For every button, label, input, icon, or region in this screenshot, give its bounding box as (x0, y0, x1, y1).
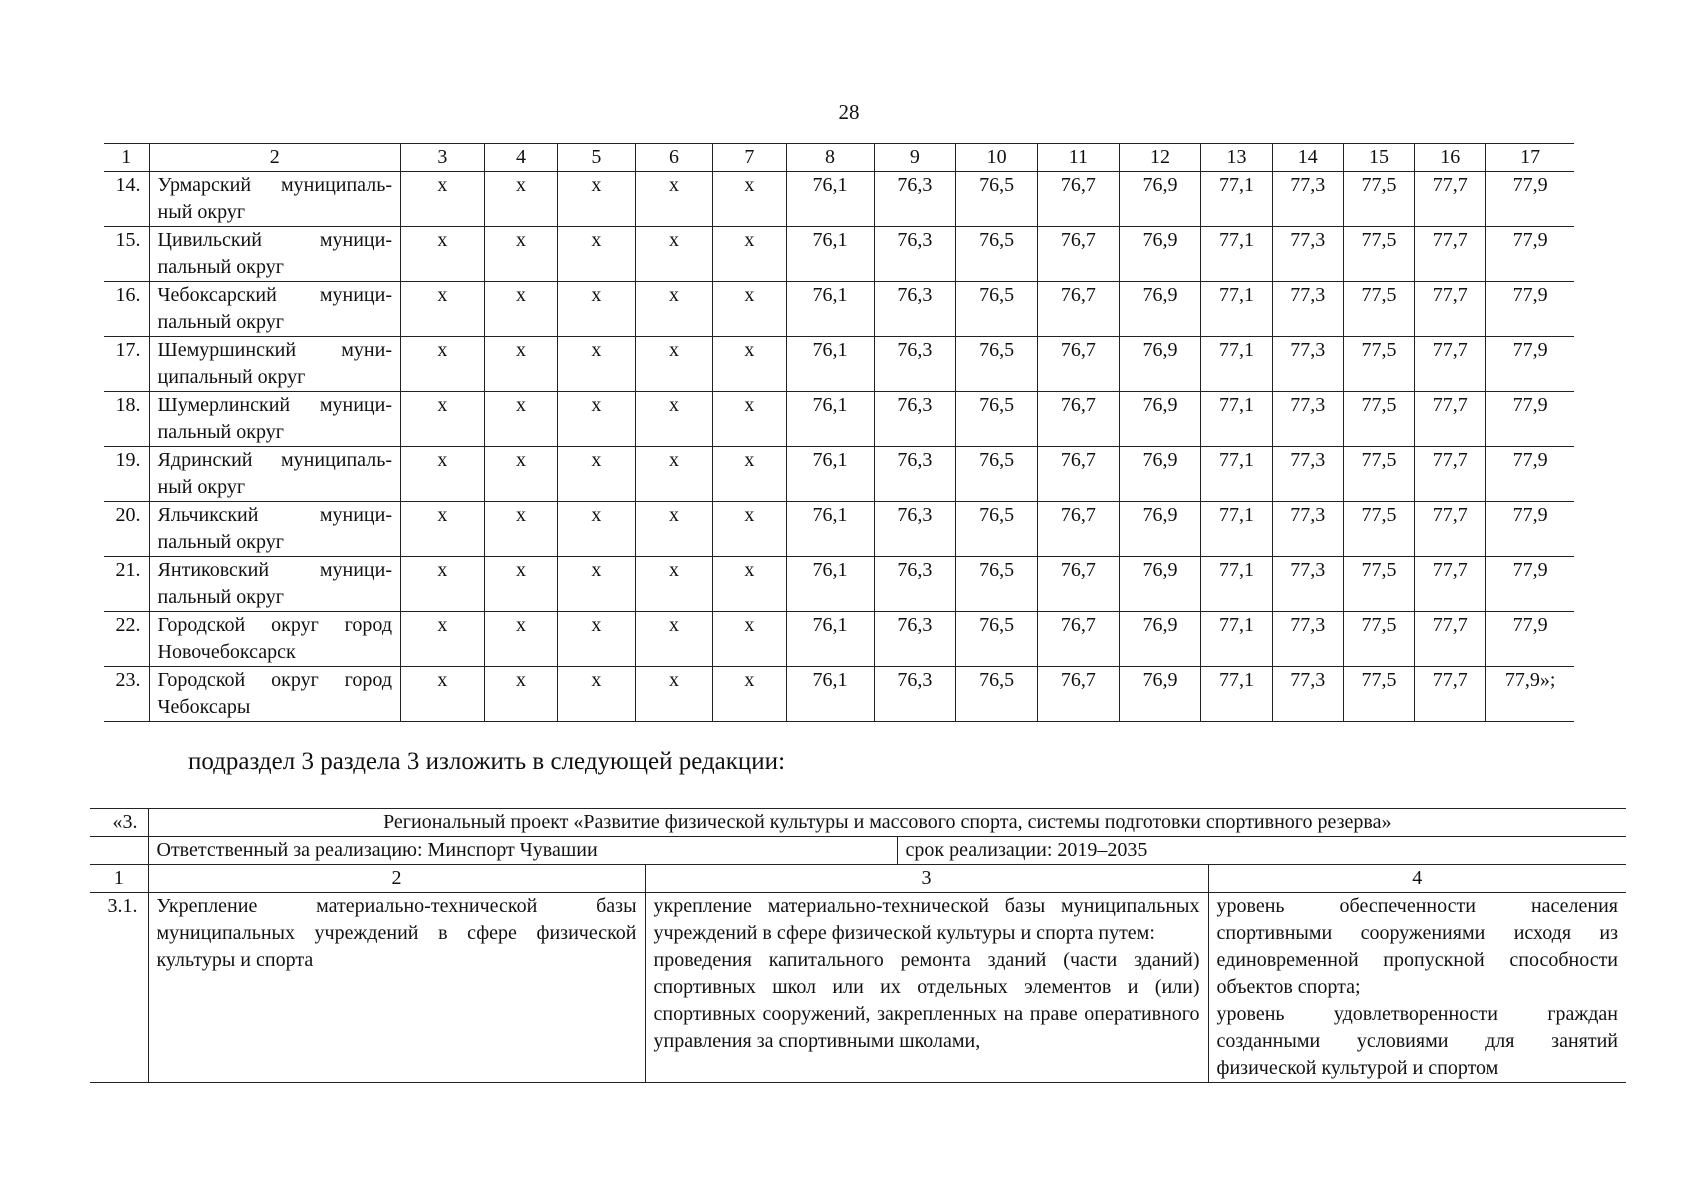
value-cell: 77,3 (1272, 502, 1343, 557)
value-cell: 77,3 (1272, 172, 1343, 227)
district-name-line: Янтиковский муници- (157, 559, 392, 581)
district-name (149, 502, 400, 557)
row-number: 18. (104, 392, 149, 447)
value-cell: 76,1 (786, 502, 874, 557)
district-name (149, 447, 400, 502)
district-name (149, 392, 400, 447)
value-cell: 77,5 (1343, 392, 1414, 447)
value-cell: 77,1 (1201, 447, 1272, 502)
value-cell: х (401, 337, 485, 392)
district-name-line: Чебоксары (157, 696, 251, 718)
value-cell: х (558, 667, 636, 722)
value-cell: 76,3 (874, 667, 956, 722)
value-cell: 77,3 (1272, 337, 1343, 392)
header-cell: 7 (713, 144, 786, 172)
value-cell: х (713, 612, 786, 667)
indicator-paragraph: уровень обеспеченности населения спортивными сооружениями исходя из единовременной пропускной способности объектов спорта; (1216, 895, 1619, 998)
table-header-row (90, 865, 1626, 893)
value-cell: 77,1 (1201, 557, 1272, 612)
value-cell: 77,9 (1486, 447, 1574, 502)
value-cell: х (635, 502, 713, 557)
project-table (90, 808, 1626, 1083)
indicator-table (104, 143, 1574, 722)
district-name-line: Шумерлинский муници- (157, 394, 392, 416)
value-cell: х (401, 502, 485, 557)
row-number: 21. (104, 557, 149, 612)
value-cell: х (713, 557, 786, 612)
header-cell: 5 (558, 144, 636, 172)
value-cell: 76,5 (956, 557, 1038, 612)
value-cell: 77,1 (1201, 337, 1272, 392)
district-name-line: Городской округ город (157, 614, 392, 636)
value-cell: х (558, 392, 636, 447)
district-name (149, 557, 400, 612)
value-cell: 76,9 (1119, 337, 1201, 392)
value-cell: 77,5 (1343, 172, 1414, 227)
header-cell: 3 (645, 865, 1208, 893)
district-name-line: пальный округ (157, 256, 284, 278)
district-name-line: ный округ (157, 476, 246, 498)
header-cell: 8 (786, 144, 874, 172)
value-cell: 76,9 (1119, 227, 1201, 282)
header-cell: 4 (484, 144, 557, 172)
district-name (149, 612, 400, 667)
value-cell: 77,3 (1272, 227, 1343, 282)
value-cell: 76,7 (1037, 172, 1119, 227)
value-cell: 76,7 (1037, 612, 1119, 667)
value-cell: х (484, 172, 557, 227)
value-cell: х (484, 227, 557, 282)
value-cell: 77,3 (1272, 392, 1343, 447)
value-cell: х (401, 392, 485, 447)
value-cell: 76,9 (1119, 667, 1201, 722)
section-number: «3. (90, 809, 148, 837)
district-name-line: Ядринский муниципаль- (157, 449, 392, 471)
district-name-line: Городской округ город (157, 669, 392, 691)
district-name (149, 337, 400, 392)
district-name-line: пальный округ (157, 311, 284, 333)
value-cell: 76,5 (956, 227, 1038, 282)
value-cell: 76,3 (874, 227, 956, 282)
value-cell: х (484, 502, 557, 557)
value-cell: 76,1 (786, 667, 874, 722)
value-cell: 76,3 (874, 612, 956, 667)
value-cell: 76,9 (1119, 392, 1201, 447)
value-cell: 77,1 (1201, 612, 1272, 667)
value-cell: 76,5 (956, 337, 1038, 392)
effect-paragraph: проведения капитального ремонта зданий (части зданий) спортивных школ или их отдельных элементов и (или) спортивных сооружений, закрепленных на праве оперативного управления за спортивными школами, (653, 949, 1200, 1052)
district-name-line: Яльчикский муници- (157, 504, 392, 526)
header-cell: 10 (956, 144, 1038, 172)
row-number: 15. (104, 227, 149, 282)
value-cell: х (635, 667, 713, 722)
empty-cell (90, 837, 148, 865)
value-cell: х (484, 557, 557, 612)
header-cell: 17 (1486, 144, 1574, 172)
header-cell: 2 (149, 144, 400, 172)
value-cell: х (558, 502, 636, 557)
value-cell: 76,9 (1119, 612, 1201, 667)
row-number: 14. (104, 172, 149, 227)
header-cell: 4 (1208, 865, 1626, 893)
value-cell: 77,5 (1343, 337, 1414, 392)
task-cell: Укрепление материально-технической базы муниципальных учреждений в сфере физической культуры и спорта (148, 893, 645, 1083)
value-cell: 76,1 (786, 612, 874, 667)
value-cell: 77,9 (1486, 502, 1574, 557)
row-number: 3.1. (90, 893, 148, 1083)
value-cell: 77,5 (1343, 612, 1414, 667)
intro-text: подраздел 3 раздела 3 изложить в следующей редакции: (188, 748, 786, 775)
value-cell: 77,5 (1343, 282, 1414, 337)
value-cell: х (558, 227, 636, 282)
table-row (104, 282, 1574, 337)
value-cell: 76,5 (956, 282, 1038, 337)
value-cell: х (484, 612, 557, 667)
value-cell: х (635, 227, 713, 282)
district-name-line: пальный округ (157, 586, 284, 608)
value-cell: 77,7 (1415, 612, 1486, 667)
value-cell: 77,7 (1415, 447, 1486, 502)
value-cell: 76,7 (1037, 502, 1119, 557)
value-cell: 76,1 (786, 172, 874, 227)
value-cell: х (713, 392, 786, 447)
value-cell: х (558, 337, 636, 392)
table-row (104, 502, 1574, 557)
value-cell: х (635, 612, 713, 667)
district-name (149, 282, 400, 337)
value-cell: 76,7 (1037, 337, 1119, 392)
value-cell: х (558, 447, 636, 502)
value-cell: 76,9 (1119, 502, 1201, 557)
table-row (104, 447, 1574, 502)
effect-cell (645, 893, 1208, 1083)
term-text: срок реализации: 2019–2035 (905, 839, 1148, 861)
table-row (104, 667, 1574, 722)
value-cell: 77,9 (1486, 282, 1574, 337)
value-cell: 76,9 (1119, 557, 1201, 612)
header-cell: 14 (1272, 144, 1343, 172)
effect-paragraph: укрепление материально-технической базы муниципальных учреждений в сфере физической культуры и спорта путем: (653, 895, 1200, 944)
row-number: 23. (104, 667, 149, 722)
value-cell: 77,7 (1415, 227, 1486, 282)
value-cell: 77,1 (1201, 667, 1272, 722)
value-cell: 77,5 (1343, 447, 1414, 502)
value-cell: 76,9 (1119, 447, 1201, 502)
value-cell: 76,7 (1037, 227, 1119, 282)
header-cell: 1 (90, 865, 148, 893)
row-number: 17. (104, 337, 149, 392)
value-cell: 76,7 (1037, 557, 1119, 612)
row-number: 20. (104, 502, 149, 557)
indicator-paragraph: уровень удовлетворенности граждан созданными условиями для занятий физической культурой и спортом (1216, 1003, 1619, 1079)
value-cell: 76,1 (786, 392, 874, 447)
value-cell: 77,7 (1415, 667, 1486, 722)
value-cell: 77,1 (1201, 282, 1272, 337)
value-cell: 76,5 (956, 502, 1038, 557)
value-cell: х (635, 282, 713, 337)
responsible-text: Ответственный за реализацию: Минспорт Чувашии (149, 837, 898, 864)
value-cell: х (713, 447, 786, 502)
value-cell: 76,3 (874, 337, 956, 392)
header-cell: 15 (1343, 144, 1414, 172)
value-cell: 76,5 (956, 172, 1038, 227)
value-cell: х (558, 557, 636, 612)
value-cell: 77,7 (1415, 172, 1486, 227)
value-cell: 77,7 (1415, 557, 1486, 612)
value-cell: х (635, 392, 713, 447)
header-cell: 9 (874, 144, 956, 172)
value-cell: 77,5 (1343, 557, 1414, 612)
district-name-line: Шемуршинский муни- (157, 339, 392, 361)
value-cell: 77,7 (1415, 337, 1486, 392)
header-cell: 12 (1119, 144, 1201, 172)
value-cell: х (713, 337, 786, 392)
responsible-row (90, 837, 1626, 865)
value-cell: 77,9 (1486, 337, 1574, 392)
value-cell: х (635, 172, 713, 227)
value-cell: 76,3 (874, 502, 956, 557)
value-cell: 77,1 (1201, 227, 1272, 282)
indicators-cell (1208, 893, 1626, 1083)
value-cell: 76,1 (786, 337, 874, 392)
value-cell: 77,9 (1486, 612, 1574, 667)
district-name (149, 172, 400, 227)
value-cell: х (401, 447, 485, 502)
value-cell: х (558, 282, 636, 337)
table-row (104, 337, 1574, 392)
value-cell: х (401, 612, 485, 667)
value-cell: 76,9 (1119, 172, 1201, 227)
value-cell: 77,1 (1201, 392, 1272, 447)
district-name-line: пальный округ (157, 531, 284, 553)
value-cell: х (484, 667, 557, 722)
district-name-line: Чебоксарский муници- (157, 284, 392, 306)
district-name-line: Новочебоксарск (157, 641, 296, 663)
header-cell: 11 (1037, 144, 1119, 172)
row-number: 22. (104, 612, 149, 667)
value-cell: х (558, 172, 636, 227)
value-cell: х (484, 392, 557, 447)
value-cell: 76,5 (956, 447, 1038, 502)
value-cell: х (401, 557, 485, 612)
value-cell: х (484, 282, 557, 337)
header-cell: 3 (401, 144, 485, 172)
header-cell: 2 (148, 865, 645, 893)
value-cell: 76,1 (786, 557, 874, 612)
value-cell: 77,5 (1343, 502, 1414, 557)
value-cell: 77,3 (1272, 557, 1343, 612)
value-cell: х (713, 172, 786, 227)
value-cell: 76,5 (956, 612, 1038, 667)
value-cell: 77,9 (1486, 227, 1574, 282)
value-cell: 76,7 (1037, 667, 1119, 722)
value-cell: х (713, 667, 786, 722)
district-name-line: Цивильский муници- (157, 229, 392, 251)
table-row (90, 893, 1626, 1083)
value-cell: х (401, 172, 485, 227)
value-cell: 77,1 (1201, 502, 1272, 557)
district-name-line: Урмарский муниципаль- (157, 174, 392, 196)
value-cell: 77,5 (1343, 227, 1414, 282)
district-name-line: пальный округ (157, 421, 284, 443)
value-cell: 76,5 (956, 392, 1038, 447)
value-cell: 77,3 (1272, 612, 1343, 667)
value-cell: 76,1 (786, 447, 874, 502)
value-cell: 76,1 (786, 227, 874, 282)
value-cell: 76,7 (1037, 282, 1119, 337)
value-cell: х (713, 227, 786, 282)
value-cell: 77,9 (1486, 557, 1574, 612)
value-cell: 77,5 (1343, 667, 1414, 722)
table-row (104, 392, 1574, 447)
value-cell: 76,5 (956, 667, 1038, 722)
table-header-row (104, 144, 1574, 172)
value-cell: 77,9 (1486, 392, 1574, 447)
value-cell: 77,7 (1415, 392, 1486, 447)
value-cell: х (713, 502, 786, 557)
value-cell: х (635, 447, 713, 502)
value-cell: х (713, 282, 786, 337)
value-cell: 77,3 (1272, 447, 1343, 502)
header-cell: 16 (1415, 144, 1486, 172)
value-cell: х (635, 557, 713, 612)
value-cell: 77,3 (1272, 282, 1343, 337)
value-cell: 76,7 (1037, 447, 1119, 502)
table-row (104, 172, 1574, 227)
header-cell: 6 (635, 144, 713, 172)
project-title-row (90, 809, 1626, 837)
value-cell: 77,9 (1486, 172, 1574, 227)
row-number: 19. (104, 447, 149, 502)
value-cell: х (558, 612, 636, 667)
project-title: Региональный проект «Развитие физической культуры и массового спорта, системы подготовки спортивного резерва» (148, 809, 1626, 837)
value-cell: 76,3 (874, 447, 956, 502)
value-cell: х (401, 227, 485, 282)
district-name-line: ципальный округ (157, 366, 306, 388)
page-number: 28 (838, 100, 860, 124)
value-cell: х (401, 667, 485, 722)
value-cell: 77,7 (1415, 282, 1486, 337)
value-cell: х (484, 447, 557, 502)
value-cell: 76,3 (874, 392, 956, 447)
value-cell: х (484, 337, 557, 392)
table-row (104, 227, 1574, 282)
district-name (149, 227, 400, 282)
value-cell: 77,1 (1201, 172, 1272, 227)
header-cell: 1 (104, 144, 149, 172)
row-number: 16. (104, 282, 149, 337)
value-cell: 76,1 (786, 282, 874, 337)
value-cell: 76,7 (1037, 392, 1119, 447)
value-cell: 77,7 (1415, 502, 1486, 557)
value-cell: х (401, 282, 485, 337)
value-cell: 76,3 (874, 282, 956, 337)
district-name (149, 667, 400, 722)
district-name-line: ный округ (157, 201, 246, 223)
value-cell: 77,9»; (1486, 667, 1574, 722)
header-cell: 13 (1201, 144, 1272, 172)
value-cell: 76,3 (874, 557, 956, 612)
value-cell: х (635, 337, 713, 392)
table-row (104, 612, 1574, 667)
value-cell: 76,9 (1119, 282, 1201, 337)
table-row (104, 557, 1574, 612)
value-cell: 77,3 (1272, 667, 1343, 722)
value-cell: 76,3 (874, 172, 956, 227)
